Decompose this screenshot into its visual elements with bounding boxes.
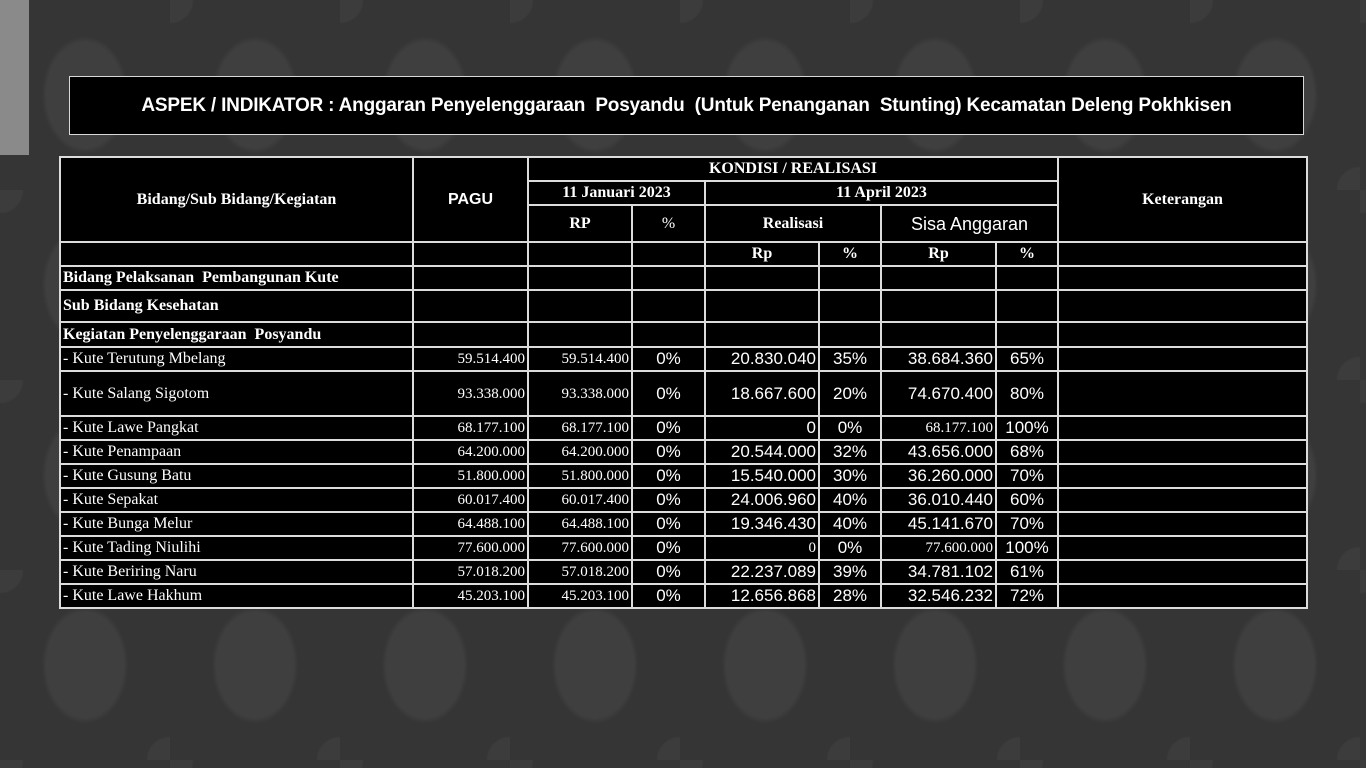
jan-rp-value: 45.203.100 xyxy=(528,584,632,608)
table-row xyxy=(60,464,1307,488)
jan-rp-value: 68.177.100 xyxy=(528,416,632,440)
header-kondisi: KONDISI / REALISASI xyxy=(528,157,1058,181)
realisasi-rp-value: 15.540.000 xyxy=(705,464,819,488)
table-row xyxy=(60,488,1307,512)
realisasi-pct-value: 30% xyxy=(819,464,881,488)
header-sisa-anggaran: Sisa Anggaran xyxy=(881,205,1058,242)
empty-cell xyxy=(632,242,705,266)
table-row xyxy=(60,584,1307,608)
empty-cell xyxy=(528,242,632,266)
sisa-pct-value: 65% xyxy=(996,347,1058,371)
pagu-value: 59.514.400 xyxy=(413,347,528,371)
pagu-value: 64.488.100 xyxy=(413,512,528,536)
realisasi-rp-value: 12.656.868 xyxy=(705,584,819,608)
pagu-value: 64.200.000 xyxy=(413,440,528,464)
sisa-rp-value: 34.781.102 xyxy=(881,560,996,584)
realisasi-rp-value: 22.237.089 xyxy=(705,560,819,584)
header-date-apr: 11 April 2023 xyxy=(705,181,1058,205)
jan-pct-value: 0% xyxy=(632,371,705,416)
realisasi-rp-value: 24.006.960 xyxy=(705,488,819,512)
village-name: - Kute Tading Niulihi xyxy=(60,536,413,560)
header-date-jan: 11 Januari 2023 xyxy=(528,181,705,205)
realisasi-pct-value: 39% xyxy=(819,560,881,584)
header-sisa-pct: % xyxy=(996,242,1058,266)
jan-rp-value: 93.338.000 xyxy=(528,371,632,416)
header-jan-pct: % xyxy=(632,205,705,242)
village-name: - Kute Gusung Batu xyxy=(60,464,413,488)
village-name: - Kute Beriring Naru xyxy=(60,560,413,584)
realisasi-rp-value: 0 xyxy=(705,416,819,440)
sisa-rp-value: 36.260.000 xyxy=(881,464,996,488)
realisasi-pct-value: 32% xyxy=(819,440,881,464)
realisasi-pct-value: 0% xyxy=(819,536,881,560)
keterangan-cell xyxy=(1058,347,1307,371)
sisa-pct-value: 61% xyxy=(996,560,1058,584)
table-row xyxy=(60,371,1307,416)
pagu-value: 51.800.000 xyxy=(413,464,528,488)
jan-rp-value: 64.200.000 xyxy=(528,440,632,464)
sisa-rp-value: 45.141.670 xyxy=(881,512,996,536)
section-row-bidang xyxy=(60,266,1307,290)
sisa-rp-value: 43.656.000 xyxy=(881,440,996,464)
sisa-rp-value: 68.177.100 xyxy=(881,416,996,440)
realisasi-rp-value: 20.830.040 xyxy=(705,347,819,371)
keterangan-cell xyxy=(1058,488,1307,512)
jan-rp-value: 64.488.100 xyxy=(528,512,632,536)
jan-pct-value: 0% xyxy=(632,584,705,608)
realisasi-pct-value: 40% xyxy=(819,488,881,512)
realisasi-pct-value: 0% xyxy=(819,416,881,440)
corner-accent-bar xyxy=(0,0,29,155)
table-row xyxy=(60,560,1307,584)
keterangan-cell xyxy=(1058,371,1307,416)
sisa-rp-value: 32.546.232 xyxy=(881,584,996,608)
jan-pct-value: 0% xyxy=(632,560,705,584)
header-realisasi: Realisasi xyxy=(705,205,881,242)
village-name: - Kute Bunga Melur xyxy=(60,512,413,536)
table-row xyxy=(60,512,1307,536)
village-name: - Kute Lawe Pangkat xyxy=(60,416,413,440)
pagu-value: 77.600.000 xyxy=(413,536,528,560)
jan-rp-value: 77.600.000 xyxy=(528,536,632,560)
slide-title-text: ASPEK / INDIKATOR : Anggaran Penyelenggaraan Posyandu (Untuk Penanganan Stunting) Kecamatan Deleng Pokhkisen xyxy=(141,94,1232,116)
section-sub-bidang: Sub Bidang Kesehatan xyxy=(60,290,413,322)
header-real-pct: % xyxy=(819,242,881,266)
jan-pct-value: 0% xyxy=(632,440,705,464)
village-name: - Kute Lawe Hakhum xyxy=(60,584,413,608)
village-name: - Kute Salang Sigotom xyxy=(60,371,413,416)
realisasi-rp-value: 20.544.000 xyxy=(705,440,819,464)
keterangan-cell xyxy=(1058,536,1307,560)
empty-cell xyxy=(60,242,413,266)
jan-pct-value: 0% xyxy=(632,347,705,371)
header-row-1 xyxy=(60,157,1307,181)
sisa-rp-value: 38.684.360 xyxy=(881,347,996,371)
village-name: - Kute Terutung Mbelang xyxy=(60,347,413,371)
section-kegiatan: Kegiatan Penyelenggaraan Posyandu xyxy=(60,322,413,347)
header-row-4 xyxy=(60,242,1307,266)
header-real-rp: Rp xyxy=(705,242,819,266)
jan-pct-value: 0% xyxy=(632,512,705,536)
keterangan-cell xyxy=(1058,464,1307,488)
sisa-pct-value: 68% xyxy=(996,440,1058,464)
header-keterangan: Keterangan xyxy=(1058,157,1307,242)
sisa-rp-value: 74.670.400 xyxy=(881,371,996,416)
keterangan-cell xyxy=(1058,440,1307,464)
table-row xyxy=(60,536,1307,560)
header-pagu: PAGU xyxy=(413,157,528,242)
section-row-sub-bidang xyxy=(60,290,1307,322)
header-jan-rp: RP xyxy=(528,205,632,242)
keterangan-cell xyxy=(1058,584,1307,608)
empty-cell xyxy=(1058,242,1307,266)
keterangan-cell xyxy=(1058,512,1307,536)
realisasi-rp-value: 19.346.430 xyxy=(705,512,819,536)
jan-pct-value: 0% xyxy=(632,416,705,440)
sisa-pct-value: 100% xyxy=(996,536,1058,560)
jan-pct-value: 0% xyxy=(632,464,705,488)
pagu-value: 60.017.400 xyxy=(413,488,528,512)
realisasi-pct-value: 35% xyxy=(819,347,881,371)
jan-pct-value: 0% xyxy=(632,488,705,512)
sisa-pct-value: 60% xyxy=(996,488,1058,512)
header-bidang: Bidang/Sub Bidang/Kegiatan xyxy=(60,157,413,242)
budget-table xyxy=(59,156,1308,609)
realisasi-rp-value: 18.667.600 xyxy=(705,371,819,416)
jan-rp-value: 51.800.000 xyxy=(528,464,632,488)
table-row xyxy=(60,440,1307,464)
sisa-pct-value: 70% xyxy=(996,464,1058,488)
sisa-pct-value: 80% xyxy=(996,371,1058,416)
sisa-rp-value: 77.600.000 xyxy=(881,536,996,560)
jan-pct-value: 0% xyxy=(632,536,705,560)
section-bidang: Bidang Pelaksanan Pembangunan Kute xyxy=(60,266,413,290)
realisasi-pct-value: 28% xyxy=(819,584,881,608)
section-row-kegiatan xyxy=(60,322,1307,347)
jan-rp-value: 57.018.200 xyxy=(528,560,632,584)
sisa-pct-value: 72% xyxy=(996,584,1058,608)
slide-title xyxy=(69,76,1304,135)
pagu-value: 57.018.200 xyxy=(413,560,528,584)
village-name: - Kute Penampaan xyxy=(60,440,413,464)
empty-cell xyxy=(413,242,528,266)
keterangan-cell xyxy=(1058,560,1307,584)
table-row xyxy=(60,347,1307,371)
realisasi-rp-value: 0 xyxy=(705,536,819,560)
realisasi-pct-value: 20% xyxy=(819,371,881,416)
pagu-value: 68.177.100 xyxy=(413,416,528,440)
pagu-value: 45.203.100 xyxy=(413,584,528,608)
realisasi-pct-value: 40% xyxy=(819,512,881,536)
jan-rp-value: 59.514.400 xyxy=(528,347,632,371)
pagu-value: 93.338.000 xyxy=(413,371,528,416)
table-row xyxy=(60,416,1307,440)
sisa-pct-value: 70% xyxy=(996,512,1058,536)
sisa-pct-value: 100% xyxy=(996,416,1058,440)
header-sisa-rp: Rp xyxy=(881,242,996,266)
jan-rp-value: 60.017.400 xyxy=(528,488,632,512)
keterangan-cell xyxy=(1058,416,1307,440)
sisa-rp-value: 36.010.440 xyxy=(881,488,996,512)
village-name: - Kute Sepakat xyxy=(60,488,413,512)
